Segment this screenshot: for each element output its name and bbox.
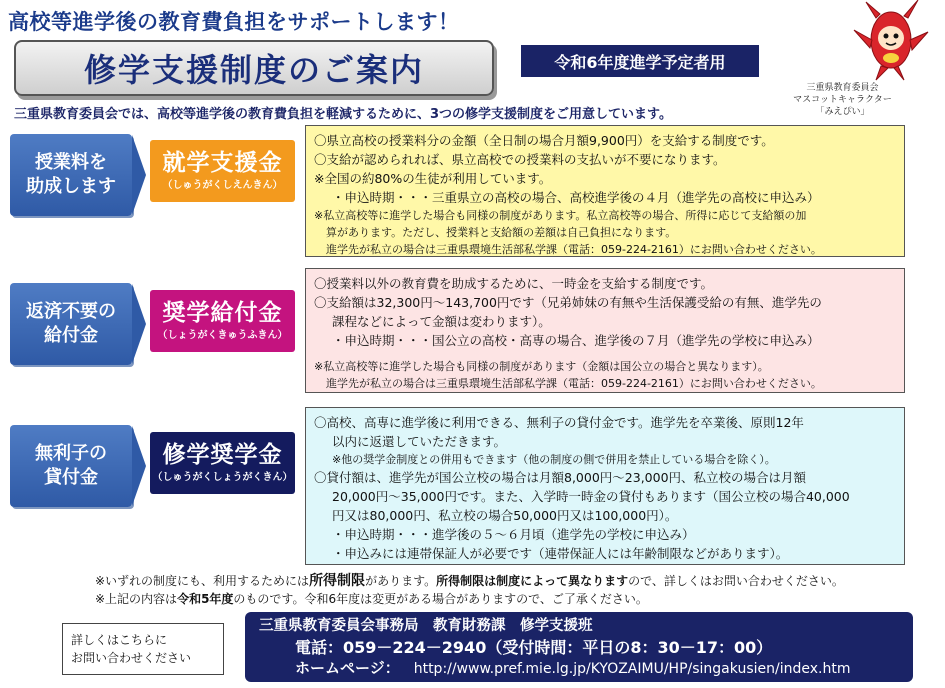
arrow-icon [132,135,146,215]
category-tab-tuition: 授業料を 助成します [10,134,132,216]
mascot-caption: 三重県教育委員会 マスコットキャラクター 「みえぴい」 [793,83,892,117]
program-name-shugaku-shienkin: 就学支援金 （しゅうがくしえんきん） [150,140,295,202]
program-info-shugaku-shienkin: 〇県立高校の授業料分の金額（全日制の場合月額9,900円）を支給する制度です。 〇支給が認められれば、県立高校での授業料の支払いが不要になります。 ※全国の約80%の生徒が利用しています。 ・申込時期・・・三重県立の高校の場合、高校進学後の４月（進学先の高校に申込み） ※私立高校等に進学した場合も同様の制度があります。私立高校等の場合、所得に応じて支給額の加 算があります。ただし、授業料と支給額の差額は自己負担になります。 進学先が私立の場合は三重県環境生活部私学課（電話：059-224-2161）にお問い合わせください。 [305,125,905,257]
page-title-box [14,40,494,96]
footnotes [95,572,844,608]
mascot-miepy-image [836,0,936,82]
category-tab-loan: 無利子の 貸付金 [10,425,132,507]
footnote-year: ※上記の内容は令和5年度のものです。令和6年度は変更がある場合がありますので、ご了承ください。 [95,592,648,606]
homepage: ホームページ： http://www.pref.mie.lg.jp/KYOZAIMU/HP/singakusien/index.htm [295,659,851,677]
phone-number: 電話：059－224－2940（受付時間：平日の8：30－17：00） [295,638,773,657]
intro-text: 三重県教育委員会では、高校等進学後の教育費負担を軽減するために、3つの修学支援制度をご用意しています。 [14,107,673,122]
arrow-icon [132,426,146,506]
headline: 高校等進学後の教育費負担をサポートします！ [8,10,460,34]
program-info-shogaku-kyufukin: 〇授業料以外の教育費を助成するために、一時金を支給する制度です。 〇支給額は32,300円～143,700円です（兄弟姉妹の有無や生活保護受給の有無、進学先の 課程などによって金額は変わります）。 ・申込時期・・・国公立の高校・高専の場合、進学後の７月（進学先の学校に申込み） ※私立高校等に進学した場合も同様の制度があります（金額は国公立の場合と異なります）。 進学先が私立の場合は三重県環境生活部私学課（電話：059-224-2161）にお問い合わせください。 [305,268,905,393]
inquiry-box: 詳しくはこちらに お問い合わせください [62,623,224,675]
arrow-icon [132,284,146,364]
year-badge: 令和6年度進学予定者用 [521,45,759,77]
program-info-shugaku-shogakukin: 〇高校、高専に進学後に利用できる、無利子の貸付金です。進学先を卒業後、原則12年 以内に返還していただきます。 ※他の奨学金制度との併用もできます（他の制度の側で併用を禁止している場合を除く）。 〇貸付額は、進学先が国公立校の場合は月額8,000円～23,000円、私立校の場合は月額 20,000円～35,000円です。また、入学時一時金の貸付もあります（国公立校の場合40,000 円又は80,000円、私立校の場合50,000円又は100,000円）。 ・申込時期・・・進学後の５～６月頃（進学先の学校に申込み） ・申込みには連帯保証人が必要です（連帯保証人には年齢制限などがあります）。 [305,407,905,565]
contact-box [245,612,913,682]
office-name: 三重県教育委員会事務局 教育財務課 修学支援班 [259,618,593,634]
homepage-link[interactable]: http://www.pref.mie.lg.jp/KYOZAIMU/HP/singakusien/index.htm [413,661,851,677]
program-name-shogaku-kyufukin: 奨学給付金 （しょうがくきゅうふきん） [150,290,295,352]
category-tab-grant: 返済不要の 給付金 [10,283,132,365]
footnote-income-limit: ※いずれの制度にも、利用するためには所得制限があります。所得制限は制度によって異なりますので、詳しくはお問い合わせください。 [95,573,844,589]
page-title: 修学支援制度のご案内 [83,51,424,89]
program-name-shugaku-shogakukin: 修学奨学金 （しゅうがくしょうがくきん） [150,432,295,494]
